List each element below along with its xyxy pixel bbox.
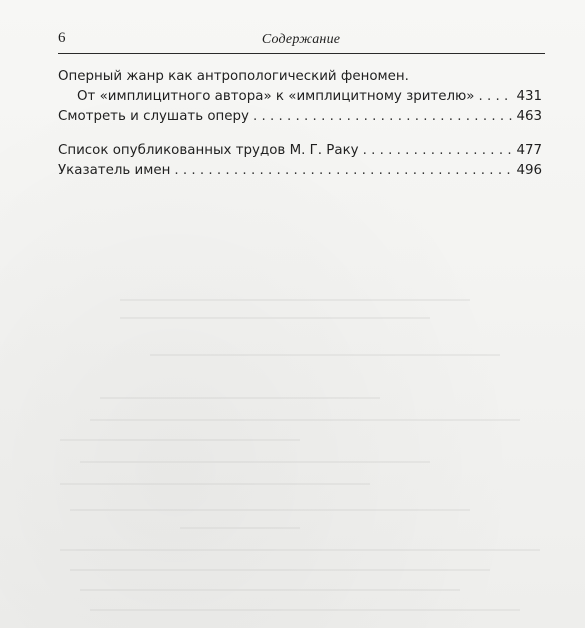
toc-entry-page: 477 <box>516 143 542 158</box>
toc-entry-page: 463 <box>516 109 542 124</box>
dot-leader <box>479 89 513 104</box>
page-header <box>58 30 544 52</box>
running-title: Содержание <box>261 32 341 47</box>
dot-leader <box>174 163 512 178</box>
header-rule <box>58 53 545 54</box>
page-number: 6 <box>58 30 66 46</box>
dot-leader <box>253 109 512 124</box>
toc-entry <box>58 163 542 183</box>
table-of-contents <box>58 69 542 183</box>
dot-leader <box>363 143 513 158</box>
toc-entry-title: От «имплицитного автора» к «имплицитному зрителю» <box>77 89 475 104</box>
toc-entry <box>58 143 542 163</box>
toc-entry-title: Список опубликованных трудов М. Г. Раку <box>58 143 359 158</box>
toc-entry-title: Оперный жанр как антропологический феномен. <box>58 69 409 84</box>
toc-entry <box>58 69 542 89</box>
toc-entry-page: 496 <box>516 163 542 178</box>
toc-entry-title: Смотреть и слушать оперу <box>58 109 249 124</box>
toc-entry <box>58 89 542 109</box>
toc-entry <box>58 109 542 129</box>
toc-entry-title: Указатель имен <box>58 163 171 178</box>
toc-entry-page: 431 <box>516 89 542 104</box>
